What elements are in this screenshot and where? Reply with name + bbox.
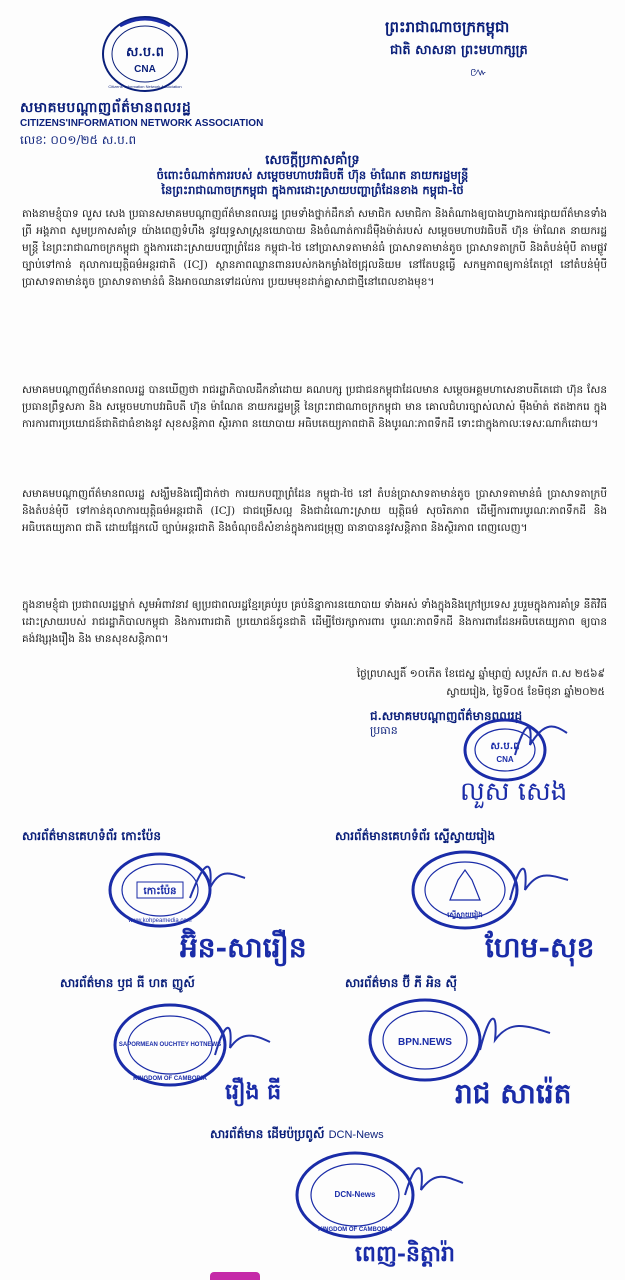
outlet-5-name-kh: សារព័ត៌មាន ដើមប៉ប្រពូស៍ [210, 1127, 325, 1141]
document-title: សេចក្តីប្រកាសគាំទ្រ [265, 153, 360, 168]
stamp-text: ស.ប.ព [490, 741, 520, 752]
date-solar: ស្វាយរៀង, ថ្ងៃទី០៥ ខែមិថុនា ឆ្នាំ២០២៥ [446, 686, 605, 698]
outlet-4-signer: រាជ សារ៉េត [455, 1077, 572, 1110]
logo-ring-text: Citizens' Information Network Association [108, 84, 182, 89]
outlet-5-stamp-country: KINGDOM OF CAMBODIA [318, 1227, 392, 1233]
kingdom-title: ព្រះរាជាណាចក្រកម្ពុជា [385, 18, 510, 36]
logo-sub: CNA [134, 64, 156, 75]
paragraph-4: ក្នុងនាមខ្ញុំជា ប្រជាពលរដ្ឋម្នាក់ សូមអំពាវនាវ ឲ្យប្រជាពលរដ្ឋខ្មែរគ្រប់រូប គ្រប់និន្នាការនយោបាយ ទាំងអស់ ទាំងក្នុងនិងក្រៅប្រទេស រួបរួមក្នុងការគាំទ្រ នីតិវិធីដោះស្រាយរបស់ រាជរដ្ឋាភិបាលកម្ពុជា និងការពារជាតិ ប្រយោជន៍ជូនជាតិ ដើម្បីថែរក្សាការពារ បូរណៈភាពទឹកដី និងការពារដែនអធិបតេយ្យភាព ឲ្យបានគង់វង្សរុងរឿង និង មានសុខសន្តិភាព។ [22, 599, 607, 645]
paragraph-1: តាងនាមខ្ញុំបាទ លួស សេង ប្រធានសមាគមបណ្តាញព័ត៌មានពលរដ្ឋ ព្រមទាំងថ្នាក់ដឹកនាំ សមាជិក សមាជិកា និងតំណាងឲ្យបាងហ្វាងការផ្សាយព័ត៌មានទាំង ព្រី អង្គភាព សូមប្រកាសគាំទ្រ យ៉ាងពេញទំហឹង នូវយុទ្ធសាស្ត្រនយោបាយ និងចំណាត់ការដ៏ម៉ឺងម៉ាត់របស់ សម្តេចមហាបវរធិបតី ហ៊ុន ម៉ាណែត នាយករដ្ឋមន្ត្រី នៃព្រះរាជាណាចក្រកម្ពុជា ក្នុងការដោះស្រាយបញ្ហាព្រំដែន កម្ពុជា-ថៃ នៅប្រាសាទតាមាន់ធំ ប្រាសាទតាមាន់តូច ប្រាសាទតាក្របី និងតំបន់មុំបី តាមផ្លូវច្បាប់ទៅកាន់ តុលាការយុត្តិធម៌អន្តរជាតិ (ICJ) ស្ថានភាពឈ្លានពានរបស់កងកម្លាំងថៃជ្រុលនិយម នៅតែបន្តធ្វើ សកម្មភាពឲ្យកាន់តែក្តៅ នៅតំបន់មុំបី ប្រាសាទតាមាន់តូច ប្រាសាទតាមាន់ធំ និងអាចឈានទៅដល់ការ ប្រយមមុខដាក់គ្នាសាជាថ្មីនៅពេលខាងមុខ។ [22, 208, 607, 288]
motto-ornament: ៚ [470, 65, 487, 79]
outlet-1-stamp-text: កោះប៉ែន [143, 886, 177, 897]
signer-role: ជ.សមាគមបណ្តាញព័ត៌មានពលរដ្ឋ [370, 709, 523, 723]
association-logo [100, 14, 190, 94]
outlet-2-name: សារព័ត៌មានគេហទំព័រ ស្ទើស្វាយរៀង [335, 829, 496, 843]
date-lunar: ថ្ងៃព្រហស្បតិ៍ ១០កើត ខែជេស្ឋ ឆ្នាំម្សាញ់ សប្តស័ក ព.ស ២៥៦៩ [356, 668, 605, 680]
outlet-2-stamp [400, 845, 575, 935]
outlet-3-signer: រឿង ធី [225, 1079, 282, 1105]
outlet-2-stamp-text: ស្ទើស្វាយរៀង [447, 910, 483, 919]
document-subtitle-2: នៃព្រះរាជាណាចក្រកម្ពុជា ក្នុងការដោះស្រាយបញ្ហាព្រំដែនខាង កម្ពុជា-ថៃ [161, 183, 464, 197]
signer-name: លួស សេង [460, 777, 568, 807]
document-subtitle-1: ចំពោះចំណាត់ការរបស់ សម្តេចមហាបវរធិបតី ហ៊ុន ម៉ាណែត នាយករដ្ឋមន្ត្រី [156, 168, 469, 182]
reference-number: លេខៈ ០០១/២៥ ស.ប.ព [20, 133, 137, 147]
outlet-2-signer: ហែម-សុខ [485, 931, 595, 964]
national-motto: ជាតិ សាសនា ព្រះមហាក្សត្រ [390, 43, 528, 58]
outlet-5-stamp-text: DCN-News [334, 1190, 376, 1199]
outlet-1-stamp-url: www.kohpeamedia.com [128, 918, 192, 924]
paragraph-2: សមាគមបណ្តាញព័ត៌មានពលរដ្ឋ បានឃើញថា រាជរដ្ឋាភិបាលដឹកនាំដោយ គណបក្ស ប្រជាជនកម្ពុជាដែលមាន សម្តេចអគ្គមហាសេនាបតីតេជោ ហ៊ុន សែន ប្រធានព្រឹទ្ធសភា និង សម្តេចមហាបវរធិបតី ហ៊ុន ម៉ាណែត នាយករដ្ឋមន្ត្រី នៃព្រះរាជាណាចក្រកម្ពុជា មាន គោលជំហរច្បាស់លាស់ ម៉ឺងម៉ាត់ ឥតងាករេ ក្នុងការការពារប្រយោជន៍ជាតិជាធំខាងនូវ សុខសន្តិភាព ស្ថិរភាព នយោបាយ អធិបតេយ្យភាពជាតិ និងបូរណៈភាពទឹកដី ទោះជាក្នុងកាលៈទេសៈណាក៏ដោយ។ [22, 384, 607, 430]
paragraph-3: សមាគមបណ្តាញព័ត៌មានពលរដ្ឋ សង្ឃឹមនិងជឿជាក់ថា ការយកបញ្ហាព្រំដែន កម្ពុជា-ថៃ នៅ តំបន់ប្រាសាទតាមាន់តូច ប្រាសាទតាមាន់ធំ ប្រាសាទតាក្របី និងតំបន់មុំបី ទៅកាន់តុលាការយុត្តិធម៌អន្តរជាតិ (ICJ) ជាជម្រើសល្អ និងជាដំណោះស្រាយ យុត្តិធម៌ សុចរិតភាព ដើម្បីការពារបូរណៈភាពទឹកដី និងអធិបតេយ្យភាព ជាតិ ដោយផ្អែកលើ ច្បាប់អន្តរជាតិ និងចំណុចដ៏សំខាន់ក្នុងការជម្រុញ ធានាបាននូវសន្តិភាព និងស្ថិរភាព ពេញលេញ។ [22, 488, 607, 534]
outlet-3-name: សារព័ត៌មាន ឫជ ធី ហត ញូស៍ [60, 976, 195, 990]
outlet-4-stamp-text: BPN.NEWS [398, 1037, 452, 1048]
logo-text: ស.ប.ព [126, 45, 164, 60]
outlet-3-stamp [100, 1000, 275, 1090]
org-name-en: CITIZENS'INFORMATION NETWORK ASSOCIATION [20, 118, 264, 129]
outlet-3-stamp-country: KINGDOM OF CAMBODIA [133, 1076, 207, 1082]
outlet-5-name [210, 1126, 384, 1144]
org-name-kh: សមាគមបណ្តាញព័ត៌មានពលរដ្ឋ [20, 100, 192, 116]
outlet-5-signer: ពេញ-និត្តារ៉ា [355, 1241, 455, 1267]
stamp-sub: CNA [496, 755, 514, 764]
outlet-3-stamp-text: SAPORMEAN OUCHTEY HOTNEWS [118, 1042, 222, 1048]
signer-role-2: ប្រធាន [370, 724, 398, 737]
screen-bottom-indicator [210, 1272, 260, 1280]
outlet-1-name: សារព័ត៌មានគេហទំព័រ កោះប៉ែន [22, 829, 161, 843]
outlet-5-name-en: DCN-News [328, 1129, 384, 1141]
outlet-1-stamp [95, 848, 255, 933]
outlet-4-name: សារព័ត៌មាន ប៊ី ភី អិន ស៊ី [345, 976, 457, 990]
outlet-1-signer: អ៊ិន-សារឿន [180, 931, 307, 964]
outlet-5-stamp [285, 1145, 465, 1245]
